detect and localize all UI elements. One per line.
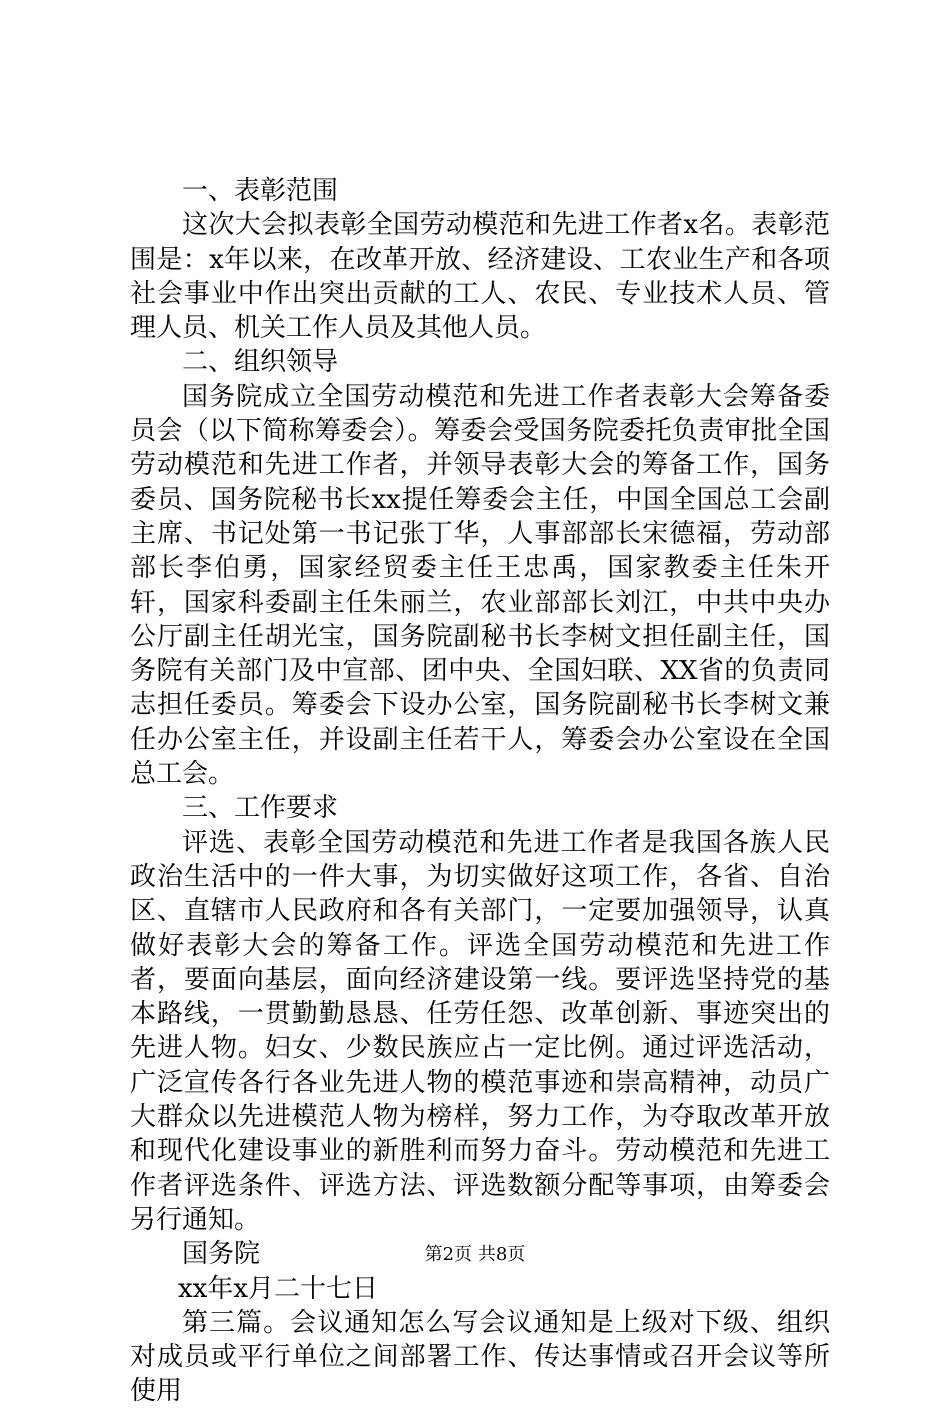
section-heading-leadership: 二、组织领导 (182, 347, 339, 378)
signature-issuer: 国务院 (182, 1239, 261, 1270)
paragraph-third-article: 第三篇。会议通知怎么写会议通知是上级对下级、组织对成员或平行单位之间部署工作、传达事情或召开会议等所使用 (130, 1307, 830, 1407)
section-heading-requirements: 三、工作要求 (182, 793, 339, 824)
section-heading-scope: 一、表彰范围 (182, 176, 339, 206)
page-number-footer: 第2页 共8页 (424, 1244, 526, 1265)
document-body (130, 174, 830, 1409)
paragraph-scope: 这次大会拟表彰全国劳动模范和先进工作者x名。表彰范围是：x年以来，在改革开放、经济建设、工农业生产和各项社会事业中作出突出贡献的工人、农民、专业技术人员、管理人员、机关工作人员及其他人员。 (130, 210, 830, 344)
signature-date: xx年x月二十七日 (178, 1273, 378, 1304)
paragraph-leadership: 国务院成立全国劳动模范和先进工作者表彰大会筹备委员会（以下简称筹委会）。筹委会受国务院委托负责审批全国劳动模范和先进工作者，并领导表彰大会的筹备工作，国务委员、国务院秘书长xx提任筹委会主任，中国全国总工会副主席、书记处第一书记张丁华，人事部部长宋德福，劳动部部长李伯勇，国家经贸委主任王忠禹，国家教委主任朱开轩，国家科委副主任朱丽兰，农业部部长刘江，中共中央办公厅副主任胡光宝，国务院副秘书长李树文担任副主任，国务院有关部门及中宣部、团中央、全国妇联、XX省的负责同志担任委员。筹委会下设办公室，国务院副秘书长李树文兼任办公室主任，并设副主任若干人，筹委会办公室设在全国总工会。 (130, 381, 830, 790)
paragraph-requirements: 评选、表彰全国劳动模范和先进工作者是我国各族人民政治生活中的一件大事，为切实做好这项工作，各省、自治区、直辖市人民政府和各有关部门，一定要加强领导，认真做好表彰大会的筹备工作。评选全国劳动模范和先进工作者，要面向基层，面向经济建设第一线。要评选坚持党的基本路线，一贯勤勤恳恳、任劳任怨、改革创新、事迹突出的先进人物。妇女、少数民族应占一定比例。通过评选活动，广泛宣传各行各业先进人物的模范事迹和崇高精神，动员广大群众以先进模范人物为榜样，努力工作，为夺取改革开放和现代化建设事业的新胜利而努力奋斗。劳动模范和先进工作者评选条件、评选方法、评选数额分配等事项，由筹委会另行通知。 (130, 827, 830, 1235)
